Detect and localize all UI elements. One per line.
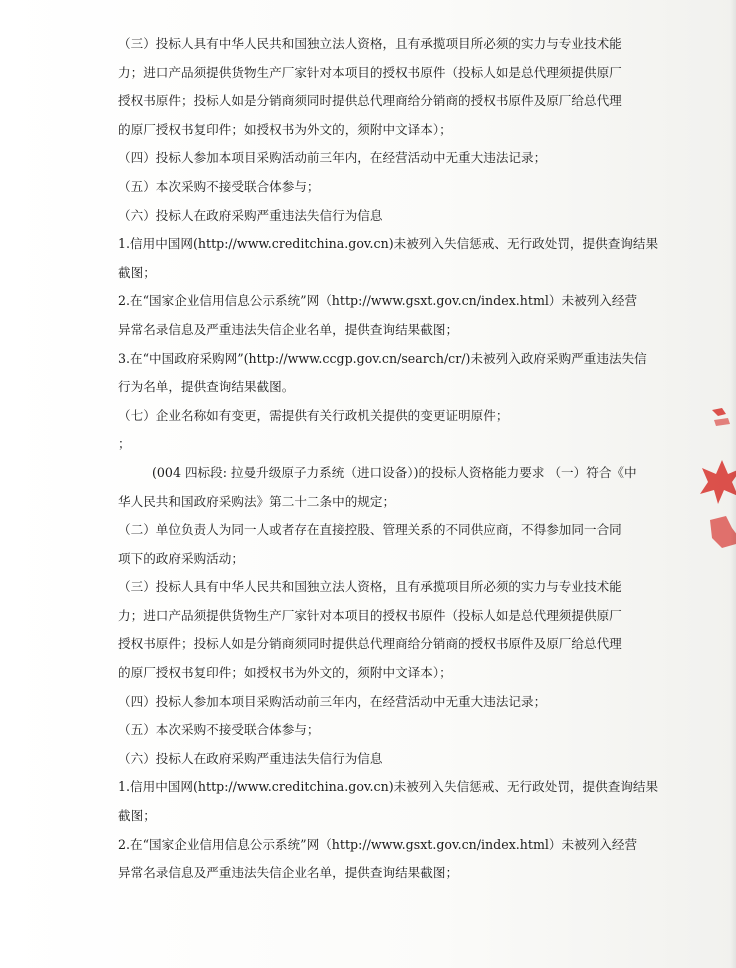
text-line: 力；进口产品须提供货物生产厂家针对本项目的授权书原件（投标人如是总代理须提供原厂 bbox=[118, 607, 622, 623]
text-line: 异常名录信息及严重违法失信企业名单，提供查询结果截图； bbox=[118, 865, 459, 881]
text-line: （二）单位负责人为同一人或者存在直接控股、管理关系的不同供应商，不得参加同一合同 bbox=[118, 522, 622, 538]
page-edge-shadow bbox=[730, 0, 736, 968]
text-line: 3.在“中国政府采购网”(http://www.ccgp.gov.cn/search/cr/)未被列入政府采购严重违法失信 bbox=[118, 350, 647, 366]
text-line: 授权书原件；投标人如是分销商须同时提供总代理商给分销商的授权书原件及原厂给总代理 bbox=[118, 93, 622, 109]
text-line: 2.在“国家企业信用信息公示系统”网（http://www.gsxt.gov.cn/index.html）未被列入经营 bbox=[118, 293, 638, 309]
text-line: 异常名录信息及严重违法失信企业名单，提供查询结果截图； bbox=[118, 321, 459, 337]
text-line: 项下的政府采购活动； bbox=[118, 550, 244, 566]
text-line: 1.信用中国网(http://www.creditchina.gov.cn)未被列入失信惩戒、无行政处罚，提供查询结果 bbox=[118, 236, 659, 252]
text-line: 华人民共和国政府采购法》第二十二条中的规定； bbox=[118, 493, 396, 509]
text-line: （六）投标人在政府采购严重违法失信行为信息 bbox=[118, 750, 383, 766]
text-line: （六）投标人在政府采购严重违法失信行为信息 bbox=[118, 207, 383, 223]
text-line: （三）投标人具有中华人民共和国独立法人资格，且有承揽项目所必须的实力与专业技术能 bbox=[118, 36, 622, 51]
qualification-section-b bbox=[118, 488, 680, 888]
text-line: （三）投标人具有中华人民共和国独立法人资格，且有承揽项目所必须的实力与专业技术能 bbox=[118, 579, 622, 595]
document-body bbox=[118, 30, 680, 888]
text-line: （四）投标人参加本项目采购活动前三年内，在经营活动中无重大违法记录； bbox=[118, 150, 547, 166]
text-line: 2.在“国家企业信用信息公示系统”网（http://www.gsxt.gov.cn/index.html）未被列入经营 bbox=[118, 836, 638, 852]
text-line: （五）本次采购不接受联合体参与； bbox=[118, 178, 320, 194]
text-line: 的原厂授权书复印件；如授权书为外文的，须附中文译本）； bbox=[118, 121, 452, 137]
text-line: 授权书原件；投标人如是分销商须同时提供总代理商给分销商的授权书原件及原厂给总代理 bbox=[118, 636, 622, 652]
text-line: 的原厂授权书复印件；如授权书为外文的，须附中文译本）； bbox=[118, 665, 452, 681]
text-line: （四）投标人参加本项目采购活动前三年内，在经营活动中无重大违法记录； bbox=[118, 693, 547, 709]
text-line: 截图； bbox=[118, 808, 156, 824]
text-line: ； bbox=[118, 436, 131, 452]
section-b-intro: (004 四标段: 拉曼升级原子力系统（进口设备）)的投标人资格能力要求 （一）符合《中 bbox=[152, 464, 637, 480]
text-line: 1.信用中国网(http://www.creditchina.gov.cn)未被列入失信惩戒、无行政处罚，提供查询结果 bbox=[118, 779, 659, 795]
text-line: （七）企业名称如有变更，需提供有关行政机关提供的变更证明原件； bbox=[118, 407, 509, 423]
text-line: 行为名单，提供查询结果截图。 bbox=[118, 379, 295, 395]
qualification-section-a bbox=[118, 30, 680, 459]
text-line: 截图； bbox=[118, 264, 156, 280]
text-line: （五）本次采购不接受联合体参与； bbox=[118, 722, 320, 738]
text-line: 力；进口产品须提供货物生产厂家针对本项目的授权书原件（投标人如是总代理须提供原厂 bbox=[118, 64, 622, 80]
